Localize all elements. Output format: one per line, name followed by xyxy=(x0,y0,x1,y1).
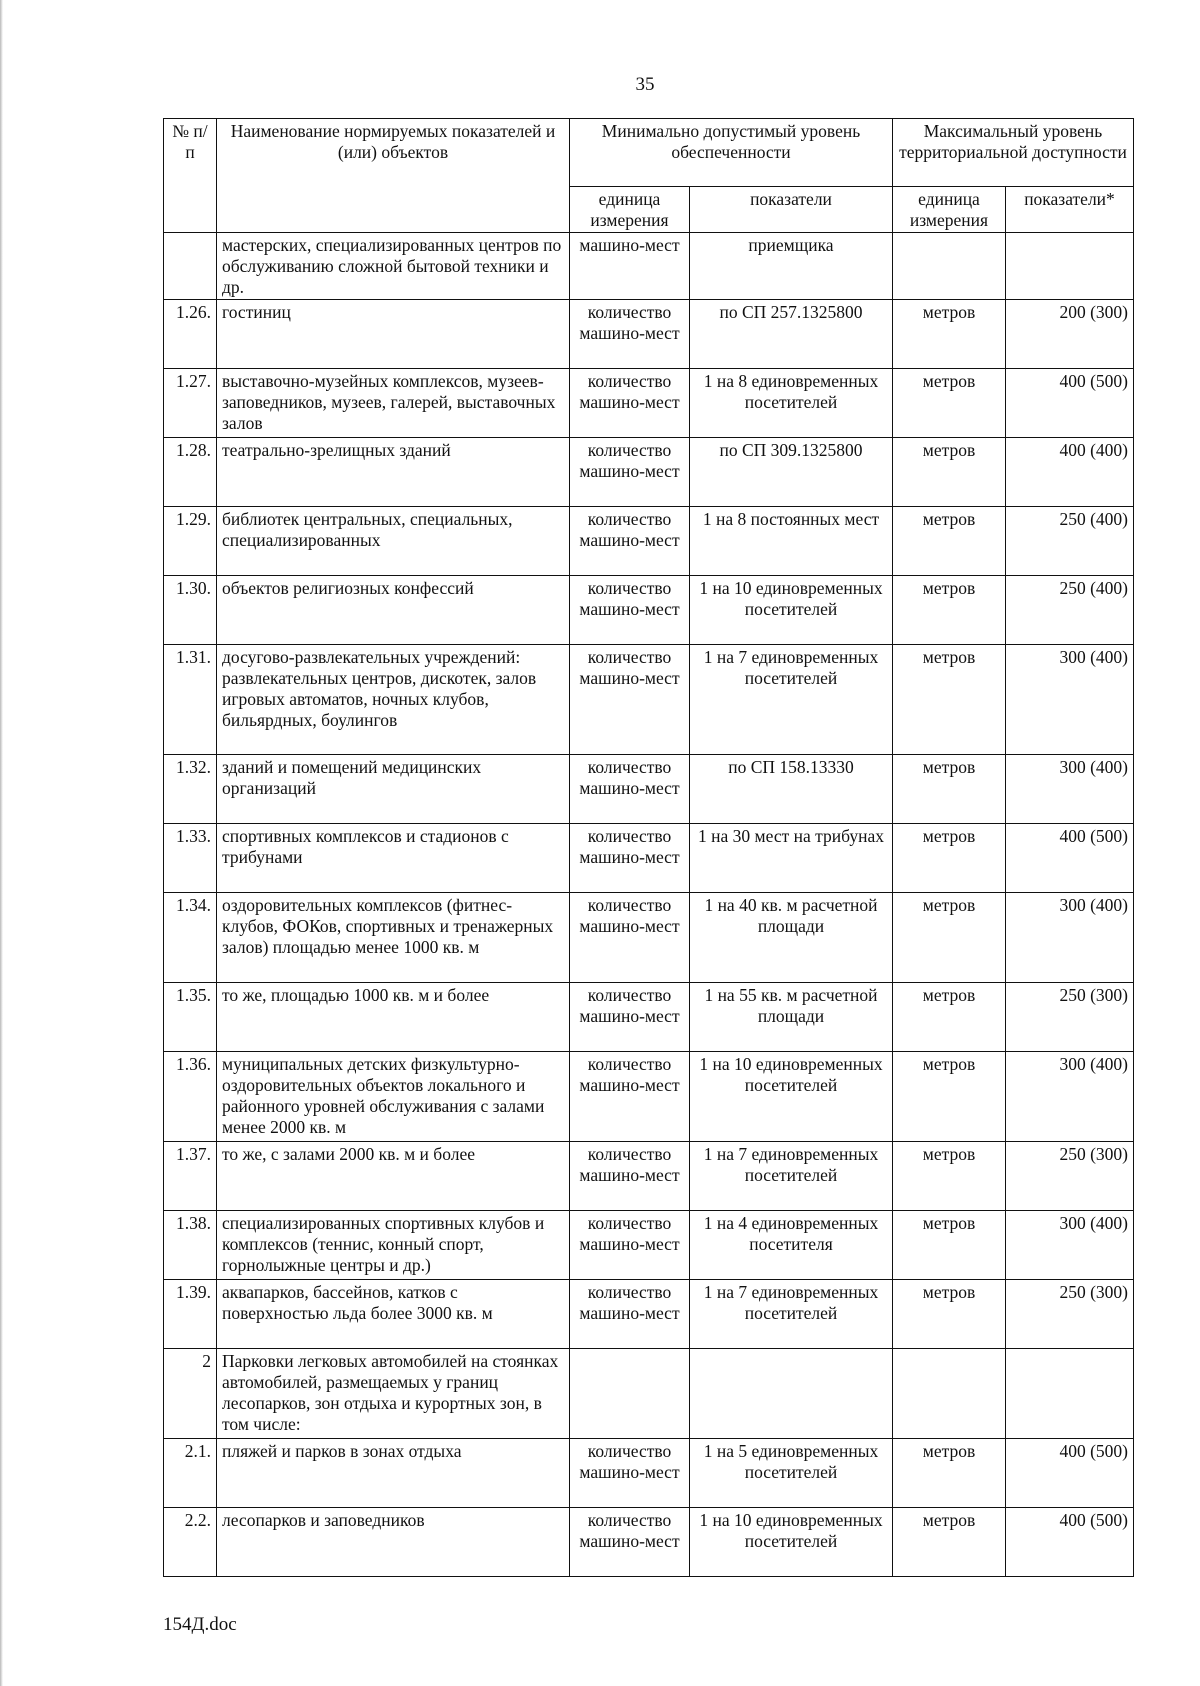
row-max-value: 300 (400) xyxy=(1006,645,1134,755)
row-max-unit: метров xyxy=(893,645,1006,755)
table-row xyxy=(164,645,1134,755)
row-max-unit: метров xyxy=(893,1280,1006,1349)
row-max-unit: метров xyxy=(893,369,1006,438)
row-name: объектов религиозных конфессий xyxy=(217,576,570,645)
row-number: 1.39. xyxy=(164,1280,217,1349)
row-number: 1.27. xyxy=(164,369,217,438)
row-value: приемщика xyxy=(690,233,893,300)
row-max-unit: метров xyxy=(893,576,1006,645)
row-max-value: 250 (400) xyxy=(1006,576,1134,645)
row-max-value xyxy=(1006,233,1134,300)
table-row xyxy=(164,576,1134,645)
row-unit xyxy=(570,1349,690,1439)
table-row xyxy=(164,1439,1134,1508)
row-number: 1.35. xyxy=(164,983,217,1052)
row-name: библиотек центральных, специальных, специализированных xyxy=(217,507,570,576)
row-unit: количество машино-мест xyxy=(570,1142,690,1211)
row-name: оздоровительных комплексов (фитнес-клубов, ФОКов, спортивных и тренажерных залов) площадью менее 1000 кв. м xyxy=(217,893,570,983)
row-number: 1.30. xyxy=(164,576,217,645)
row-number xyxy=(164,233,217,300)
row-unit: количество машино-мест xyxy=(570,507,690,576)
row-unit: количество машино-мест xyxy=(570,300,690,369)
row-max-value: 300 (400) xyxy=(1006,893,1134,983)
table-row xyxy=(164,1349,1134,1439)
row-name: муниципальных детских физкультурно-оздоровительных объектов локального и районного уровней обслуживания с залами менее 2000 кв. м xyxy=(217,1052,570,1142)
table-body xyxy=(164,233,1134,1577)
row-name: выставочно-музейных комплексов, музеев-заповедников, музеев, галерей, выставочных залов xyxy=(217,369,570,438)
row-max-value: 200 (300) xyxy=(1006,300,1134,369)
row-name: аквапарков, бассейнов, катков с поверхностью льда более 3000 кв. м xyxy=(217,1280,570,1349)
table-row xyxy=(164,300,1134,369)
row-number: 1.33. xyxy=(164,824,217,893)
table-row xyxy=(164,507,1134,576)
table-row xyxy=(164,1280,1134,1349)
row-unit: количество машино-мест xyxy=(570,824,690,893)
row-number: 1.38. xyxy=(164,1211,217,1280)
row-value: 1 на 10 единовременных посетителей xyxy=(690,1508,893,1577)
row-max-value: 300 (400) xyxy=(1006,1211,1134,1280)
row-number: 1.34. xyxy=(164,893,217,983)
row-max-unit: метров xyxy=(893,1508,1006,1577)
table-row xyxy=(164,893,1134,983)
row-name: пляжей и парков в зонах отдыха xyxy=(217,1439,570,1508)
row-max-value: 300 (400) xyxy=(1006,1052,1134,1142)
header-min-level: Минимально допустимый уровень обеспеченности xyxy=(570,119,893,187)
footer-filename: 154Д.doc xyxy=(163,1614,237,1635)
row-number: 2.1. xyxy=(164,1439,217,1508)
row-max-value: 400 (500) xyxy=(1006,1439,1134,1508)
row-max-unit: метров xyxy=(893,1142,1006,1211)
row-unit: количество машино-мест xyxy=(570,576,690,645)
row-value xyxy=(690,1349,893,1439)
header-indicators-max: показатели* xyxy=(1006,187,1134,233)
row-number: 1.32. xyxy=(164,755,217,824)
row-unit: количество машино-мест xyxy=(570,1280,690,1349)
table-row xyxy=(164,824,1134,893)
row-max-unit: метров xyxy=(893,983,1006,1052)
table-row xyxy=(164,983,1134,1052)
row-number: 1.37. xyxy=(164,1142,217,1211)
row-value: 1 на 30 мест на трибунах xyxy=(690,824,893,893)
row-unit: количество машино-мест xyxy=(570,893,690,983)
row-max-unit: метров xyxy=(893,755,1006,824)
header-num: № п/п xyxy=(164,119,217,233)
row-value: 1 на 4 единовременных посетителя xyxy=(690,1211,893,1280)
row-max-unit xyxy=(893,1349,1006,1439)
header-max-level: Максимальный уровень территориальной доступности xyxy=(893,119,1134,187)
row-name: лесопарков и заповедников xyxy=(217,1508,570,1577)
row-unit: количество машино-мест xyxy=(570,1211,690,1280)
row-max-value: 400 (500) xyxy=(1006,369,1134,438)
row-unit: количество машино-мест xyxy=(570,1508,690,1577)
row-max-unit xyxy=(893,233,1006,300)
table-row xyxy=(164,1211,1134,1280)
row-max-unit: метров xyxy=(893,824,1006,893)
row-value: 1 на 55 кв. м расчетной площади xyxy=(690,983,893,1052)
header-unit: единица измерения xyxy=(570,187,690,233)
row-max-unit: метров xyxy=(893,1052,1006,1142)
row-number: 2.2. xyxy=(164,1508,217,1577)
table-row xyxy=(164,369,1134,438)
header-indicators: показатели xyxy=(690,187,893,233)
row-number: 1.26. xyxy=(164,300,217,369)
row-name: театрально-зрелищных зданий xyxy=(217,438,570,507)
row-unit: машино-мест xyxy=(570,233,690,300)
table-row xyxy=(164,233,1134,300)
row-max-value: 250 (400) xyxy=(1006,507,1134,576)
row-max-unit: метров xyxy=(893,1211,1006,1280)
page-number: 35 xyxy=(635,74,655,95)
row-unit: количество машино-мест xyxy=(570,645,690,755)
row-value: по СП 309.1325800 xyxy=(690,438,893,507)
row-unit: количество машино-мест xyxy=(570,1439,690,1508)
row-max-unit: метров xyxy=(893,507,1006,576)
row-max-unit: метров xyxy=(893,893,1006,983)
header-name: Наименование нормируемых показателей и (или) объектов xyxy=(217,119,570,233)
table-row xyxy=(164,1508,1134,1577)
header-unit-max: единица измерения xyxy=(893,187,1006,233)
row-max-value: 250 (300) xyxy=(1006,1280,1134,1349)
row-unit: количество машино-мест xyxy=(570,1052,690,1142)
row-max-unit: метров xyxy=(893,438,1006,507)
row-number: 1.36. xyxy=(164,1052,217,1142)
row-name: досугово-развлекательных учреждений: развлекательных центров, дискотек, залов игровых автоматов, ночных клубов, бильярдных, боулингов xyxy=(217,645,570,755)
row-value: 1 на 7 единовременных посетителей xyxy=(690,1280,893,1349)
row-value: 1 на 40 кв. м расчетной площади xyxy=(690,893,893,983)
row-max-value: 400 (400) xyxy=(1006,438,1134,507)
row-name: то же, с залами 2000 кв. м и более xyxy=(217,1142,570,1211)
row-max-value: 400 (500) xyxy=(1006,824,1134,893)
row-number: 2 xyxy=(164,1349,217,1439)
row-name: мастерских, специализированных центров по обслуживанию сложной бытовой техники и др. xyxy=(217,233,570,300)
table-row xyxy=(164,1142,1134,1211)
norms-table xyxy=(163,118,1134,1577)
row-number: 1.31. xyxy=(164,645,217,755)
row-max-unit: метров xyxy=(893,1439,1006,1508)
row-max-value: 250 (300) xyxy=(1006,983,1134,1052)
row-unit: количество машино-мест xyxy=(570,369,690,438)
row-unit: количество машино-мест xyxy=(570,983,690,1052)
row-number: 1.28. xyxy=(164,438,217,507)
row-value: 1 на 8 постоянных мест xyxy=(690,507,893,576)
row-max-value: 400 (500) xyxy=(1006,1508,1134,1577)
row-value: 1 на 10 единовременных посетителей xyxy=(690,576,893,645)
row-max-value: 300 (400) xyxy=(1006,755,1134,824)
row-value: 1 на 5 единовременных посетителей xyxy=(690,1439,893,1508)
row-name: то же, площадью 1000 кв. м и более xyxy=(217,983,570,1052)
row-max-unit: метров xyxy=(893,300,1006,369)
row-name: гостиниц xyxy=(217,300,570,369)
scan-edge xyxy=(0,0,3,1686)
row-value: по СП 158.13330 xyxy=(690,755,893,824)
row-max-value xyxy=(1006,1349,1134,1439)
table-row xyxy=(164,1052,1134,1142)
row-name: специализированных спортивных клубов и комплексов (теннис, конный спорт, горнолыжные центры и др.) xyxy=(217,1211,570,1280)
row-name: Парковки легковых автомобилей на стоянках автомобилей, размещаемых у границ лесопарков, зон отдыха и курортных зон, в том числе: xyxy=(217,1349,570,1439)
row-value: 1 на 7 единовременных посетителей xyxy=(690,645,893,755)
row-value: 1 на 8 единовременных посетителей xyxy=(690,369,893,438)
row-unit: количество машино-мест xyxy=(570,438,690,507)
row-unit: количество машино-мест xyxy=(570,755,690,824)
row-name: зданий и помещений медицинских организаций xyxy=(217,755,570,824)
row-value: по СП 257.1325800 xyxy=(690,300,893,369)
row-value: 1 на 10 единовременных посетителей xyxy=(690,1052,893,1142)
row-number: 1.29. xyxy=(164,507,217,576)
row-max-value: 250 (300) xyxy=(1006,1142,1134,1211)
table-row xyxy=(164,755,1134,824)
row-value: 1 на 7 единовременных посетителей xyxy=(690,1142,893,1211)
table-row xyxy=(164,438,1134,507)
row-name: спортивных комплексов и стадионов с трибунами xyxy=(217,824,570,893)
